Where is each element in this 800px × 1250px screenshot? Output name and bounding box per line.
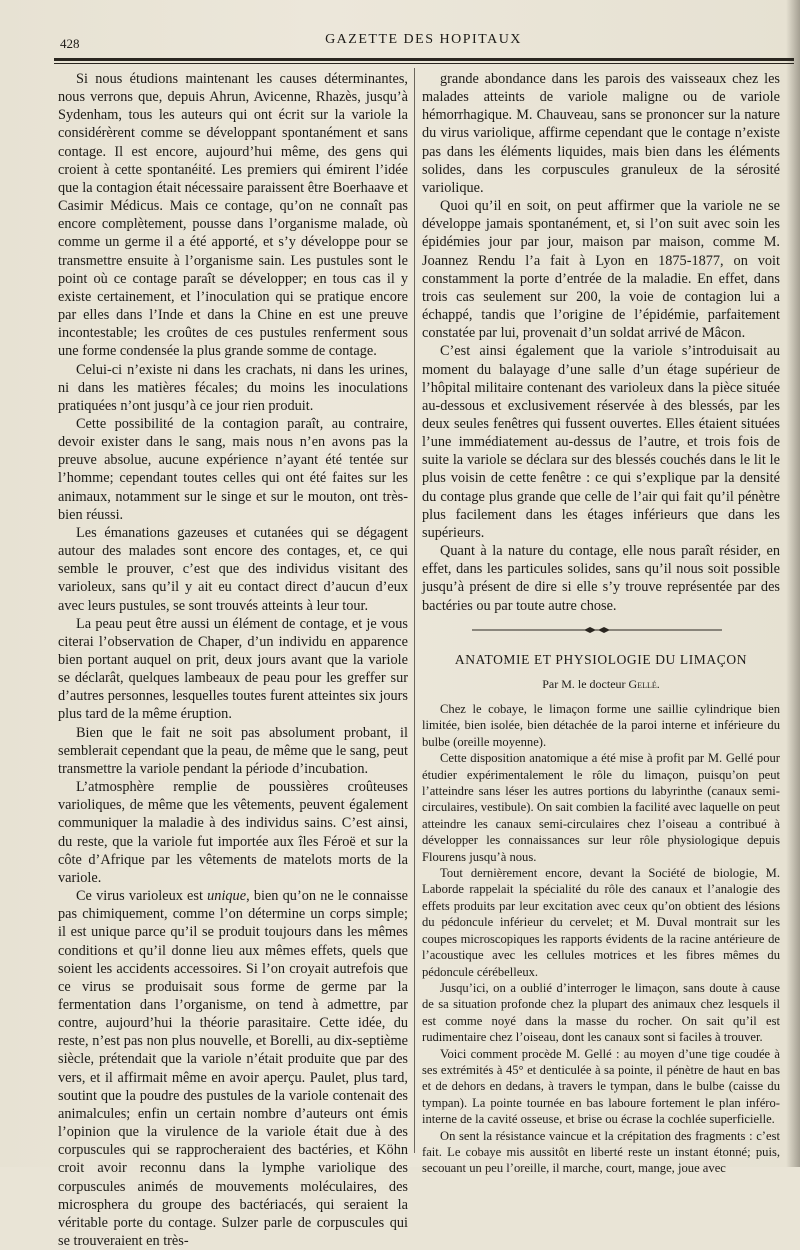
article-paragraph: Jusqu’ici, on a oublié d’interroger le limaçon, sans doute à cause de sa situation profonde chez la plupart des animaux chez lesquels il est comme noyé dans la masse du rocher. On sait qu’il est rudimentaire chez l’oiseau, dont les canaux sont si faciles à trouver. [422, 980, 780, 1045]
page-number: 428 [60, 36, 80, 51]
left-paragraph: La peau peut être aussi un élément de contage, et je vous citerai l’observation de Chaper, d’un individu en apparence bien portant auquel on prit, deux jours avant que la variole se déclarât, quelques lambeaux de peau pour les greffer sur d’autres personnes, lesquelles toutes furent atteintes six jours plus tard de la même éruption. [58, 615, 408, 723]
byline-prefix: Par M. le docteur [542, 676, 626, 691]
left-paragraph: Celui-ci n’existe ni dans les crachats, ni dans les urines, ni dans les matières fécales; du moins les inoculations pratiquées n’ont jusqu’à ce jour rien produit. [58, 361, 408, 414]
article-byline [422, 675, 780, 693]
left-paragraph: Les émanations gazeuses et cutanées qui se dégagent autour des malades sont encore des contages, et, ce qui semble le prouver, c’est que des individus visitant des varioleux, sans qu’il y ait eu contact direct d’aucun d’eux avec leurs pustules, se sont trouvés atteints à leur tour. [58, 524, 408, 614]
left-column [58, 70, 408, 1250]
column-divider [414, 68, 415, 1153]
right-paragraph: Quoi qu’il en soit, on peut affirmer que la variole ne se développe jamais spontanément, et, si l’on suit avec soin les épidémies jour par jour, maison par maison, comme M. Joannez Rendu l’a fait à Lyon en 1875-1877, on voit constamment la porte d’entrée de la maladie. En effet, dans trois cas seulement sur 200, la voie de contagion lui a échappé, tandis que l’origine de l’épidémie, parfaitement constatée par lui, provenait d’un soldat arrivé de Mâcon. [422, 198, 780, 342]
right-paragraph: Quant à la nature du contage, elle nous paraît résider, en effet, dans les particules solides, sans qu’il nous soit possible jusqu’à présent de dire si elle s’y trouve représentée par des bactéries ou par toute autre chose. [422, 543, 780, 614]
article-paragraph: Chez le cobaye, le limaçon forme une saillie cylindrique bien limitée, bien isolée, bien détachée de la paroi interne et inférieure du bulbe (oreille moyenne). [422, 702, 780, 749]
left-paragraph: Ce virus varioleux est unique, bien qu’on ne le connaisse pas chimiquement, comme l’on détermine un corps simple; il est unique parce qu’il se produit toujours dans les mêmes conditions et qu’il donne lieu aux mêmes effets, quels que soient les accidents accessoires. Si l’on croyait autrefois que ce virus se produisait sous forme de germe par la fermentation dans l’organisme, on tend à admettre, par contre, aujourd’hui la théorie parasitaire. Cette idée, du reste, n’est pas non plus nouvelle, et Borelli, au dix-septième siècle, prétendait que la variole n’était produite que par des vers, et il affirmait même en avoir aperçu. Paulet, plus tard, soutint que la poudre des pustules de la variole contenait des animalcules; enfin un certain nombre d’auteurs ont émis l’opinion que la virulence de la variole était due à des corpuscules qui se rapprocheraient des bactéries, et Köhn croit avoir reconnu dans la lymphe variolique des corpuscules animés de mouvements moléculaires, des microsphera du groupe des bactériacés, qui seraient la véritable porte du contage. Sulzer parle de corpuscules qui se trouveraient en très- [58, 888, 408, 1249]
article-paragraph: Tout dernièrement encore, devant la Société de biologie, M. Laborde rappelait la spécialité du rôle des canaux et l’analogie des effets produits par leur excitation avec ceux qu’on obtient des lésions du pédoncule inférieur du cervelet; et M. Duval montrait sur les coupes microscopiques les rapports évidents de la racine antérieure de l’acoustique avec les cellules motrices et les fibres mêmes du pédoncule cérébelleux. [422, 866, 780, 979]
emphasis-word: unique [207, 888, 247, 905]
header-rule-thick [54, 58, 794, 61]
ornament-rule-icon [472, 625, 722, 635]
journal-title: GAZETTE DES HOPITAUX [325, 32, 522, 47]
article-paragraph: On sent la résistance vaincue et la crépitation des fragments : c’est fait. Le cobaye mis aussitôt en liberté reste un instant étonné; puis, secouant un peu l’oreille, il marche, court, mange, joue avec [422, 1128, 780, 1176]
left-paragraph: Bien que le fait ne soit pas absolument probant, il semblerait cependant que la peau, de même que le sang, peut transmettre la variole pendant la période d’incubation. [58, 724, 408, 777]
article-paragraph: Voici comment procède M. Gellé : au moyen d’une tige coudée à ses extrémités à 45° et denticulée à sa pointe, il pénètre de haut en bas et de dehors en dedans, à travers le tympan, dans le bulbe (caisse du tympan). La pointe tournée en bas laboure fortement le plan inféro-interne de la cavité osseuse, et brise ou écrase la cochlée superficielle. [422, 1046, 780, 1127]
section-separator [422, 615, 780, 645]
article-body [422, 701, 780, 1177]
left-paragraph: Si nous étudions maintenant les causes déterminantes, nous verrons que, depuis Ahrun, Avicenne, Rhazès, jusqu’à Sydenham, tous les auteurs qui ont écrit sur la variole la considérèrent comme se développant spontanément et sans contage. Il est encore, aujourd’hui même, des gens qui croient à cette spontanéité. Les premiers qui émirent l’idée que la contagion était nécessaire paraissent être Boerhaave et Casimir Médicus. Mais ce contage, qu’on ne connaît pas encore complètement, pousse dans l’organisme malade, où comme un germe il a été apporté, et s’y développe pour se transmettre ensuite à l’organisme sain. Les pustules sont le point où ce contage paraît se développer; en tous cas il y existe certainement, et l’inoculation qui se pratique encore par elles dans l’Inde et dans la Chine en est une preuve incontestable; les croûtes de ces pustules renferment sous une forme condensée la plus grande somme de contage. [58, 71, 408, 360]
left-paragraph: Cette possibilité de la contagion paraît, au contraire, devoir exister dans le sang, mais nous n’en avons pas la preuve absolue, aucune expérience n’ayant été tentée sur l’homme; cependant toutes celles qui ont été faites sur les animaux, notamment sur le singe et sur le mouton, ont très-bien réussi. [58, 415, 408, 523]
byline-author: Gellé. [628, 676, 660, 691]
article-title: ANATOMIE ET PHYSIOLOGIE DU LIMAÇON [454, 651, 748, 667]
page-edge-shadow [786, 0, 800, 1167]
right-paragraph: grande abondance dans les parois des vaisseaux chez les malades atteints de variole maligne ou de variole hémorrhagique. M. Chauveau, sans se prononcer sur la nature du virus variolique, affirme cependant que le contage n’existe pas dans les éléments liquides, mais bien dans les éléments solides, dans les corpuscules granuleux de la sérosité variolique. [422, 71, 780, 196]
page-header [56, 30, 791, 58]
right-paragraph: C’est ainsi également que la variole s’introduisait au moment du balayage d’une salle d’un étage supérieur de l’hôpital militaire contenant des varioleux dans la pièce située au-dessous et exclusivement réservée à des blessés, par les deux seules fenêtres qui fussent ouvertes. Elles étaient situées l’une immédiatement au-dessus de l’autre, et trois fois de suite la variole se déclara sur des blessés couchés dans le lit le plus voisin de cette fenêtre : ce qui s’explique par la densité du contage plus grande que celle de l’air qui fait qu’il pénètre plus facilement dans les étages inférieurs que dans les supérieurs. [422, 343, 780, 541]
article-paragraph: Cette disposition anatomique a été mise à profit par M. Gellé pour étudier expérimentalement le rôle du limaçon, puisqu’on peut l’atteindre sans léser les autres portions du labyrinthe (canaux semi-circulaires, vestibule). On sait combien la facilité avec laquelle on peut atteindre les canaux semi-circulaires chez l’oiseau a contribué à développer les connaissances sur leur rôle physiologique depuis Flourens jusqu’à nous. [422, 751, 780, 864]
left-paragraph: L’atmosphère remplie de poussières croûteuses varioliques, de même que les vêtements, peuvent également communiquer la maladie à des individus sains. C’est ainsi, du reste, que la variole fut importée aux îles Féroë et sur la côte d’Afrique par les vêtements de matelots morts de la variole. [58, 779, 408, 886]
header-rule-thin [54, 63, 794, 64]
right-column [422, 70, 780, 1177]
